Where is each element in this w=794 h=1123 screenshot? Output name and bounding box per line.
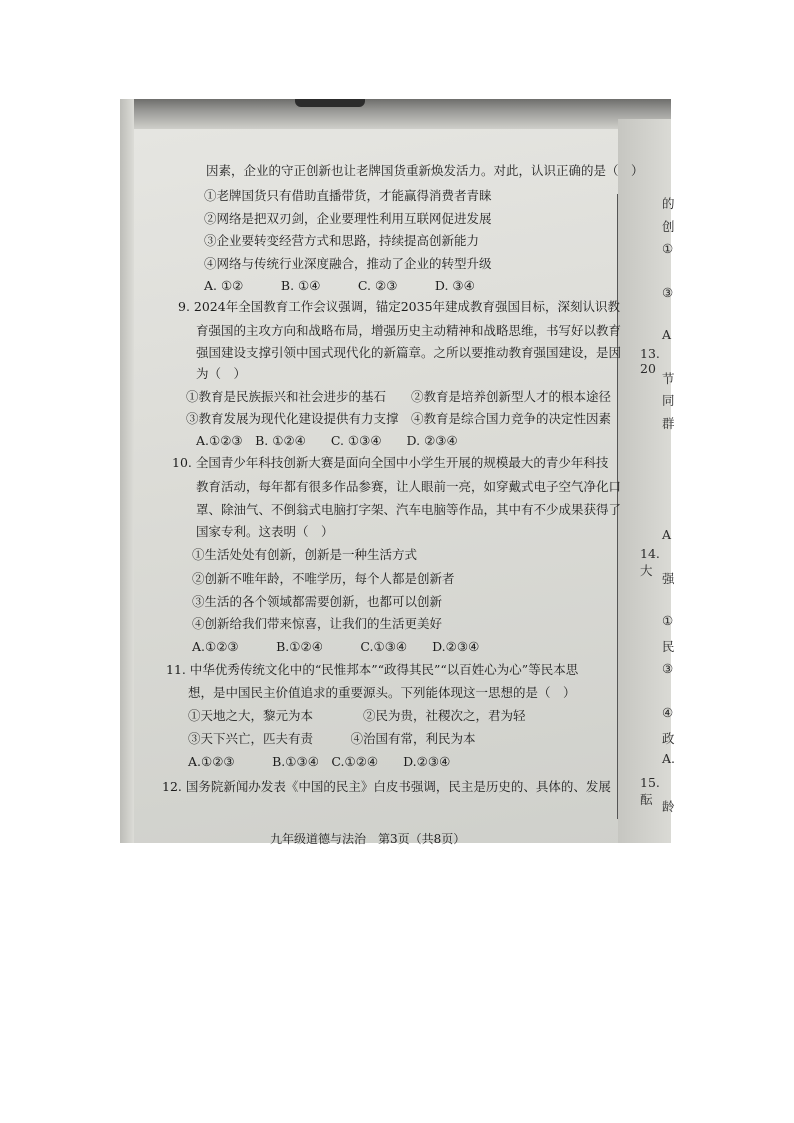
text-line: ①教育是民族振兴和社会进步的基石 ②教育是培养创新型人才的根本途径 [186,389,612,404]
page-footer: 九年级道德与法治 第3页（共8页） [270,832,466,846]
right-fragment: 13. 20 [640,346,660,376]
right-fragment: 15. 酝 [640,775,660,807]
right-fragment: 创 [662,219,675,234]
text-line: ②创新不唯年龄，不唯学历，每个人都是创新者 [192,571,455,586]
text-line: ③天下兴亡，匹夫有责 ④治国有常，利民为本 [188,731,476,746]
right-fragment: 民 [662,639,675,654]
text-line: ③企业要转变经营方式和思路，持续提高创新能力 [204,233,480,248]
text-line: 育强国的主攻方向和战略布局，增强历史主动精神和战略思维，书写好以教育 [196,323,622,338]
text-line: 因素，企业的守正创新也让老牌国货重新焕发活力。对此，认识正确的是（ ） [206,163,644,178]
right-fragment: ① [662,613,674,628]
right-fragment: 节 [662,371,675,386]
right-fragment: ③ [662,285,674,300]
text-line: 罩、除油气、不倒翁式电脑打字架、汽车电脑等作品，其中有不少成果获得了 [196,502,622,517]
text-line: ①天地之大，黎元为本 ②民为贵，社稷次之，君为轻 [188,708,526,723]
text-line: ①生活处处有创新，创新是一种生活方式 [192,547,418,562]
right-fragment: ③ [662,661,674,676]
question-9: 9. 2024年全国教育工作会议强调，锚定2035年建成教育强国目标，深刻认识教 [178,299,621,314]
right-fragment: ① [662,241,674,256]
text-line: 强国建设支撑引领中国式现代化的新篇章。之所以要推动教育强国建设，是因 [196,345,622,360]
text-line: ③教育发展为现代化建设提供有力支撑 ④教育是综合国力竞争的决定性因素 [186,411,612,426]
right-fragment: 政 [662,731,675,746]
right-fragment: ④ [662,705,674,720]
answer-options: A.①②③ B.①③④ C.①②④ D.②③④ [188,754,451,769]
right-fragment: 的 [662,196,675,211]
text-line: 为（ ） [196,366,247,381]
page-left-shadow [120,99,134,843]
right-fragment: 群 [662,416,675,431]
text-line: 国家专利。这表明（ ） [196,524,334,539]
text-line: ②网络是把双刃剑，企业要理性利用互联网促进发展 [204,211,492,226]
question-11: 11. 中华优秀传统文化中的“民惟邦本”“政得其民”“以百姓心为心”等民本思 [166,662,579,677]
text-line: 教育活动，每年都有很多作品参赛，让人眼前一亮，如穿戴式电子空气净化口 [196,479,622,494]
right-fragment: 同 [662,393,675,408]
text-line: ④网络与传统行业深度融合，推动了企业的转型升级 [204,256,492,271]
right-fragment: 强 [662,571,675,586]
text-line: ①老牌国货只有借助直播带货，才能赢得消费者青睐 [204,188,492,203]
question-10: 10. 全国青少年科技创新大赛是面向全国中小学生开展的规模最大的青少年科技 [172,455,609,470]
text-line: ④创新给我们带来惊喜，让我们的生活更美好 [192,616,443,631]
answer-options: A.①②③ B.①②④ C.①③④ D.②③④ [192,639,480,654]
question-12: 12. 国务院新闻办发表《中国的民主》白皮书强调，民主是历史的、具体的、发展 [162,779,611,794]
right-fragment: A [662,327,672,342]
answer-options: A.①②③ B. ①②④ C. ①③④ D. ②③④ [196,433,458,448]
right-fragment: A. [662,751,676,766]
photo-of-exam-page [120,99,676,846]
right-fragment: 龄 [662,799,675,814]
right-fragment: A [662,527,672,542]
page-top-edge [120,99,671,129]
text-line: 想，是中国民主价值追求的重要源头。下列能体现这一思想的是（ ） [188,685,576,700]
answer-options: A. ①② B. ①④ C. ②③ D. ③④ [204,278,475,293]
right-fragment: 14. 大 [640,546,660,578]
text-line: ③生活的各个领域都需要创新，也都可以创新 [192,594,443,609]
